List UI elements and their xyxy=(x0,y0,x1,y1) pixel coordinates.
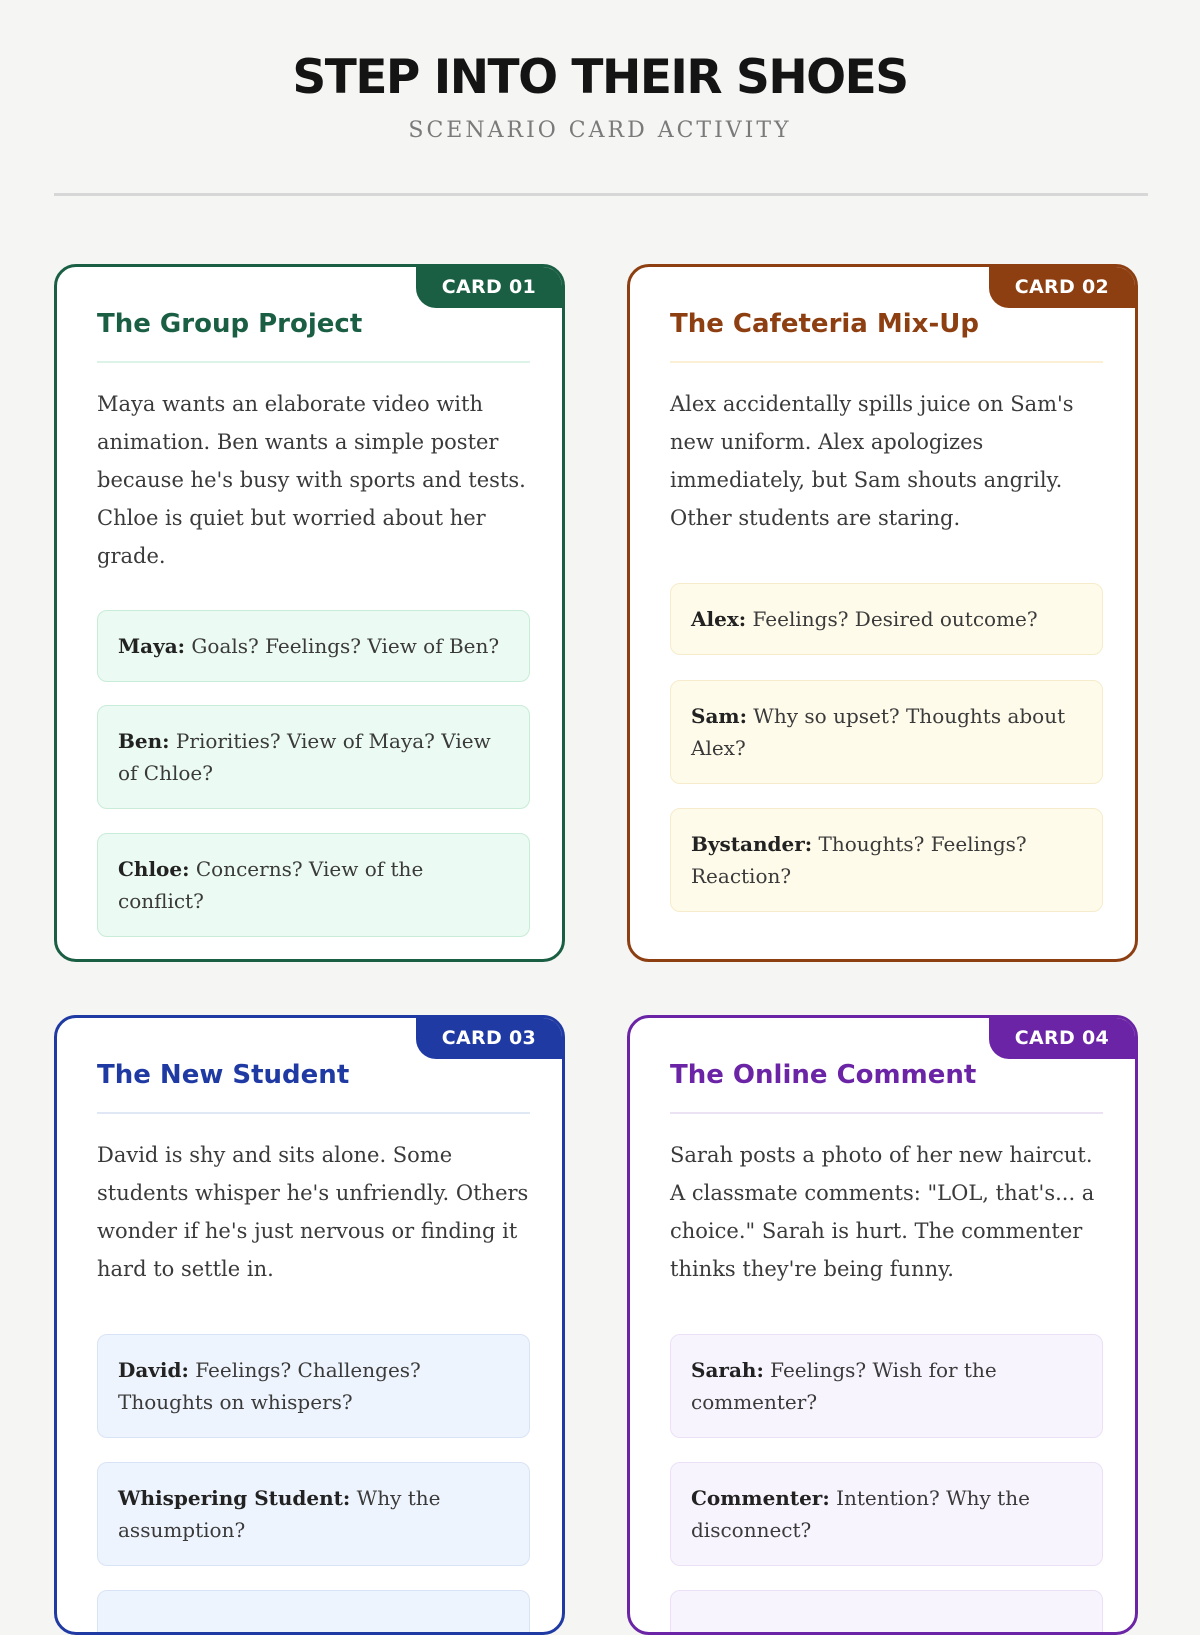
prompt-role: Alex: xyxy=(691,607,747,631)
prompt-role: Maya: xyxy=(118,634,186,658)
perspective-prompt-sam xyxy=(670,680,1103,784)
perspective-prompt-whispering-student xyxy=(97,1462,530,1566)
perspective-prompt-partial xyxy=(670,1590,1103,1635)
prompt-role: David: xyxy=(118,1358,189,1382)
prompt-role: Sarah: xyxy=(691,1358,764,1382)
perspective-prompt-partial xyxy=(97,1590,530,1635)
header-divider xyxy=(54,193,1148,196)
prompt-questions: Goals? Feelings? View of Ben? xyxy=(185,634,500,658)
perspective-prompt-alex xyxy=(670,583,1103,655)
scenario-text: David is shy and sits alone. Some students whisper he's unfriendly. Others wonder if he's just nervous or finding it hard to settle in. xyxy=(97,1143,529,1281)
scenario-text: Sarah posts a photo of her new haircut. A classmate comments: "LOL, that's... a choice." Sarah is hurt. The commenter thinks they're being funny. xyxy=(670,1143,1095,1281)
page-header xyxy=(0,52,1200,143)
prompt-questions: Why so upset? Thoughts about Alex? xyxy=(691,704,1066,760)
page-subtitle: SCENARIO CARD ACTIVITY xyxy=(408,117,792,143)
perspective-prompt-david xyxy=(97,1334,530,1438)
card-number-badge: CARD 01 xyxy=(416,267,562,308)
card-title: The Group Project xyxy=(97,309,363,339)
prompt-role: Chloe: xyxy=(118,857,190,881)
card-number-badge: CARD 04 xyxy=(989,1018,1135,1059)
scenario-card-group-project xyxy=(54,264,565,962)
prompt-questions: Feelings? Wish for the commenter? xyxy=(691,1358,997,1414)
perspective-prompt-ben xyxy=(97,705,530,809)
prompt-role: Bystander: xyxy=(691,832,813,856)
card-title-divider xyxy=(97,1112,530,1114)
scenario-text: Alex accidentally spills juice on Sam's new uniform. Alex apologizes immediately, but Sam shouts angrily. Other students are staring. xyxy=(670,392,1074,530)
prompt-questions: Why the assumption? xyxy=(118,1486,441,1542)
card-number-badge: CARD 03 xyxy=(416,1018,562,1059)
prompt-role: Commenter: xyxy=(691,1486,830,1510)
card-number-badge: CARD 02 xyxy=(989,267,1135,308)
prompt-questions: Intention? Why the disconnect? xyxy=(691,1486,1030,1542)
perspective-prompt-maya xyxy=(97,610,530,682)
prompt-role: Whispering Student: xyxy=(118,1486,351,1510)
perspective-prompt-chloe xyxy=(97,833,530,937)
card-title-divider xyxy=(670,1112,1103,1114)
card-title-divider xyxy=(97,361,530,363)
prompt-role: Sam: xyxy=(691,704,747,728)
card-title: The Cafeteria Mix-Up xyxy=(670,309,979,339)
perspective-prompt-commenter xyxy=(670,1462,1103,1566)
card-title: The Online Comment xyxy=(670,1060,977,1090)
scenario-card-new-student xyxy=(54,1015,565,1635)
scenario-card-cafeteria-mixup xyxy=(627,264,1138,962)
prompt-role: Ben: xyxy=(118,729,170,753)
prompt-questions: Feelings? Challenges? Thoughts on whispers? xyxy=(118,1358,421,1414)
perspective-prompt-bystander xyxy=(670,808,1103,912)
prompt-questions: Thoughts? Feelings? Reaction? xyxy=(691,832,1027,888)
prompt-questions: Priorities? View of Maya? View of Chloe? xyxy=(118,729,491,785)
card-title-divider xyxy=(670,361,1103,363)
prompt-questions: Feelings? Desired outcome? xyxy=(746,607,1038,631)
page-title: STEP INTO THEIR SHOES xyxy=(292,50,908,105)
perspective-prompt-sarah xyxy=(670,1334,1103,1438)
scenario-card-online-comment xyxy=(627,1015,1138,1635)
card-title: The New Student xyxy=(97,1060,350,1090)
prompt-questions: Concerns? View of the conflict? xyxy=(118,857,424,913)
scenario-text: Maya wants an elaborate video with animation. Ben wants a simple poster because he's busy with sports and tests. Chloe is quiet but worried about her grade. xyxy=(97,392,526,568)
